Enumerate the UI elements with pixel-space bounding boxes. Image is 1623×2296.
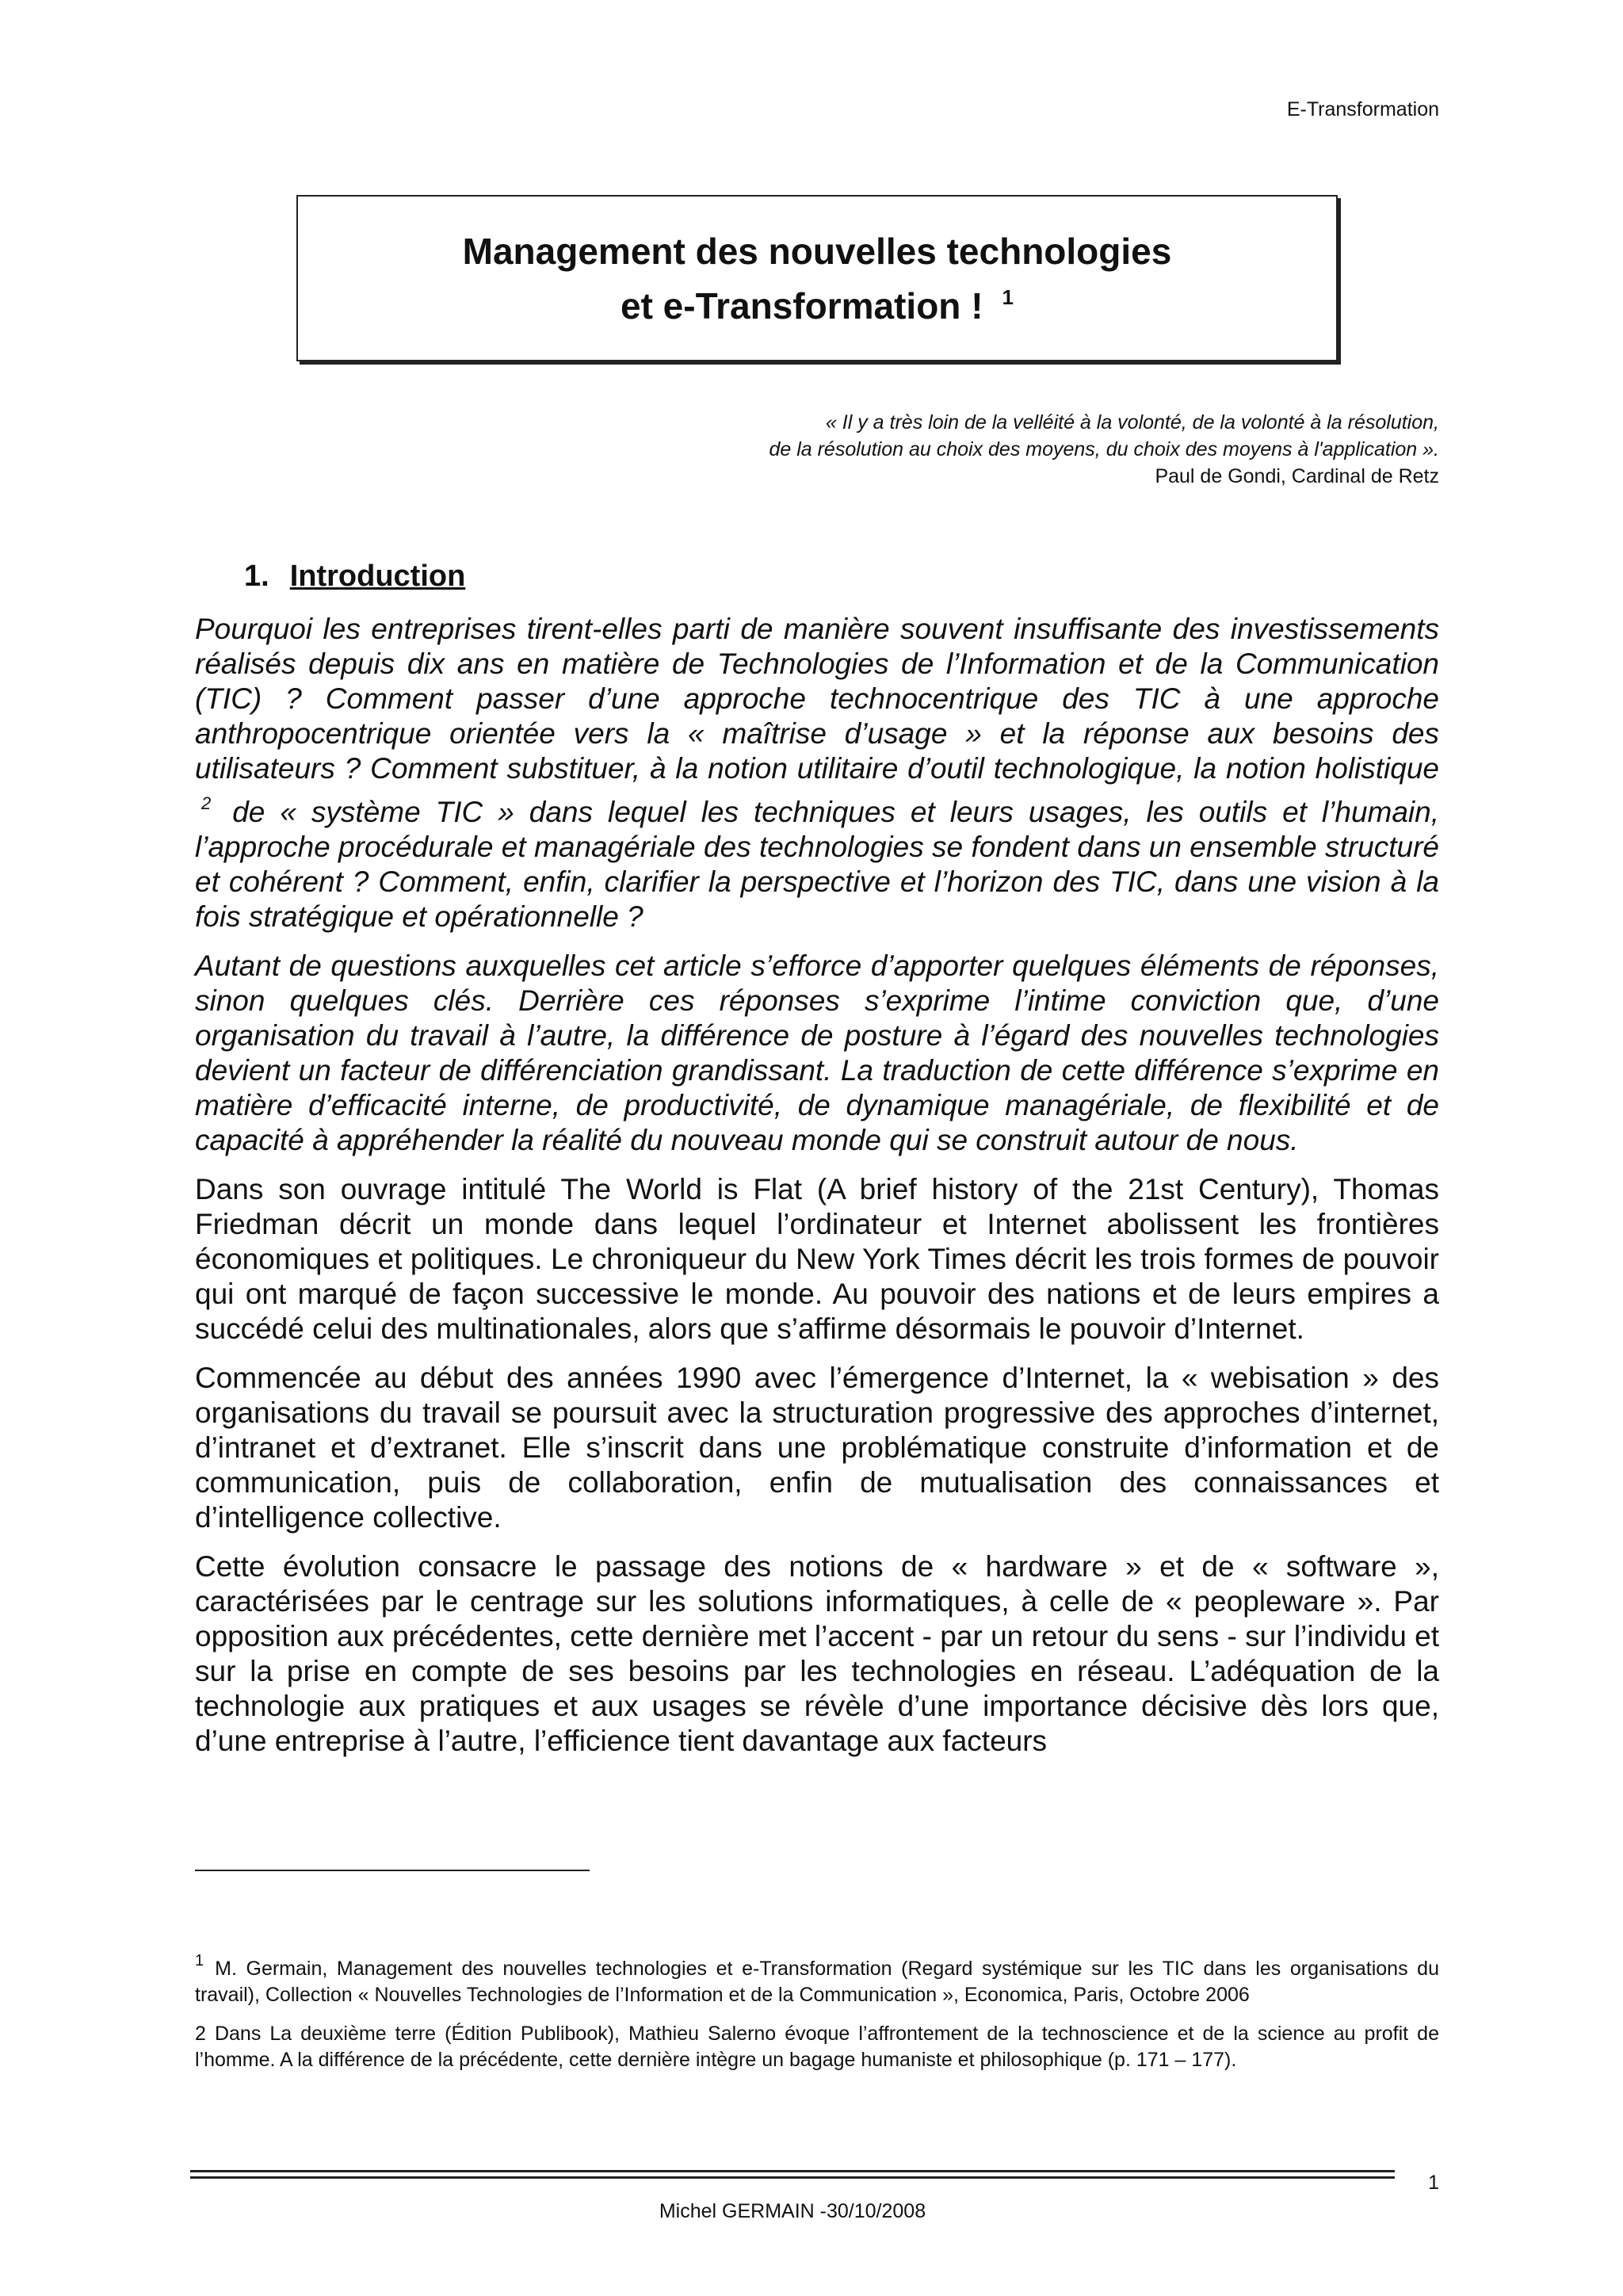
body-text — [195, 612, 1439, 1773]
page-number: 1 — [1428, 2172, 1439, 2194]
epigraph-line-1: « Il y a très loin de la velléité à la volonté, de la volonté à la résolution, — [825, 411, 1439, 434]
running-header: E-Transformation — [1286, 98, 1439, 120]
footnotes — [195, 1948, 1439, 2086]
paragraph-3: Dans son ouvrage intitulé The World is Flat (A brief history of the 21st Century), Thomas Friedman décrit un monde dans lequel l’ordinateur et Internet abolissent les frontières économiques et politiques. Le chroniqueur du New York Times décrit les trois formes de pouvoir qui ont marqué de façon successive le monde. Au pouvoir des nations et de leurs empires a succédé celui des multinationales, alors que s’affirme désormais le pouvoir d’Internet. — [195, 1173, 1439, 1345]
epigraph-author: Paul de Gondi, Cardinal de Retz — [1155, 465, 1439, 487]
footer-author-date: Michel GERMAIN -30/10/2008 — [659, 2200, 926, 2222]
paragraph-1-part-b: de « système TIC » dans lequel les techniques et leurs usages, les outils et l’humain, l’approche procédurale et managériale des technologies se fondent dans un ensemble structuré et cohérent ? Comment, enfin, clarifier la perspective et l’horizon des TIC, dans une vision à la fois stratégique et opérationnelle ? — [195, 796, 1439, 933]
footnote-1-mark: 1 — [195, 1952, 204, 1969]
footnote-1-text: M. Germain, Management des nouvelles technologies et e-Transformation (Regard systémique sur les TIC dans les organisations du travail), Collection « Nouvelles Technologies de l’Information et de la Communication », Economica, Paris, Octobre 2006 — [195, 1958, 1439, 2006]
title-line-1: Management des nouvelles technologies — [462, 230, 1172, 272]
title-line-2 — [621, 274, 1014, 329]
epigraph — [330, 409, 1439, 490]
footnote-2: 2 Dans La deuxième terre (Édition Publibook), Mathieu Salerno évoque l’affrontement de la technoscience et de la science au profit de l’homme. A la différence de la précédente, cette dernière intègre un bagage humaniste et philosophique (p. 171 – 177). — [195, 2023, 1439, 2071]
section-heading — [244, 560, 465, 594]
title-box — [296, 195, 1338, 361]
paragraph-1 — [195, 612, 1439, 934]
section-number: 1. — [244, 560, 269, 593]
footnote-separator — [195, 1870, 590, 1871]
section-title: Introduction — [289, 560, 466, 593]
paragraph-1-part-a: Pourquoi les entreprises tirent-elles parti de manière souvent insuffisante des investissements réalisés depuis dix ans en matière de Technologies de l’Information et de la Communication (TIC) ? Comment passer d’une approche technocentrique des TIC à une approche anthropocentrique orientée vers la « maîtrise d’usage » et la réponse aux besoins des utilisateurs ? Comment substituer, à la notion utilitaire d’outil technologique, la notion holistique — [195, 613, 1439, 785]
footer-rule-bottom — [190, 2176, 1395, 2179]
footer-rule-top — [190, 2170, 1395, 2172]
footnote-1 — [195, 1948, 1439, 2008]
paragraph-5: Cette évolution consacre le passage des notions de « hardware » et de « software », caractérisées par le centrage sur les solutions informatiques, à celle de « peopleware ». Par opposition aux précédentes, cette dernière met l’accent - par un retour du sens - sur l’individu et sur la prise en compte de ses besoins par les technologies en réseau. L’adéquation de la technologie aux pratiques et aux usages se révèle d’une importance décisive dès lors que, d’une entreprise à l’autre, l’efficience tient davantage aux facteurs — [195, 1550, 1439, 1757]
paragraph-2: Autant de questions auxquelles cet article s’efforce d’apporter quelques éléments de réponses, sinon quelques clés. Derrière ces réponses s’exprime l’intime conviction que, d’une organisation du travail à l’autre, la différence de posture à l’égard des nouvelles technologies devient un facteur de différenciation grandissant. La traduction de cette différence s’exprime en matière d’efficacité interne, de productivité, de dynamique managériale, de flexibilité et de capacité à appréhender la réalité du nouveau monde qui se construit autour de nous. — [195, 949, 1439, 1156]
paragraph-4: Commencée au début des années 1990 avec l’émergence d’Internet, la « webisation » des organisations du travail se poursuit avec la structuration progressive des approches d’internet, d’intranet et d’extranet. Elle s’inscrit dans une problématique construite d’information et de communication, puis de collaboration, enfin de mutualisation des connaissances et d’intelligence collective. — [195, 1362, 1439, 1534]
title-footnote-mark[interactable]: 1 — [1002, 285, 1014, 309]
footnote-ref-2[interactable]: 2 — [201, 793, 212, 813]
title-line-2-text: et e-Transformation ! — [621, 285, 983, 327]
epigraph-line-2: de la résolution au choix des moyens, du choix des moyens à l'application ». — [769, 438, 1439, 460]
